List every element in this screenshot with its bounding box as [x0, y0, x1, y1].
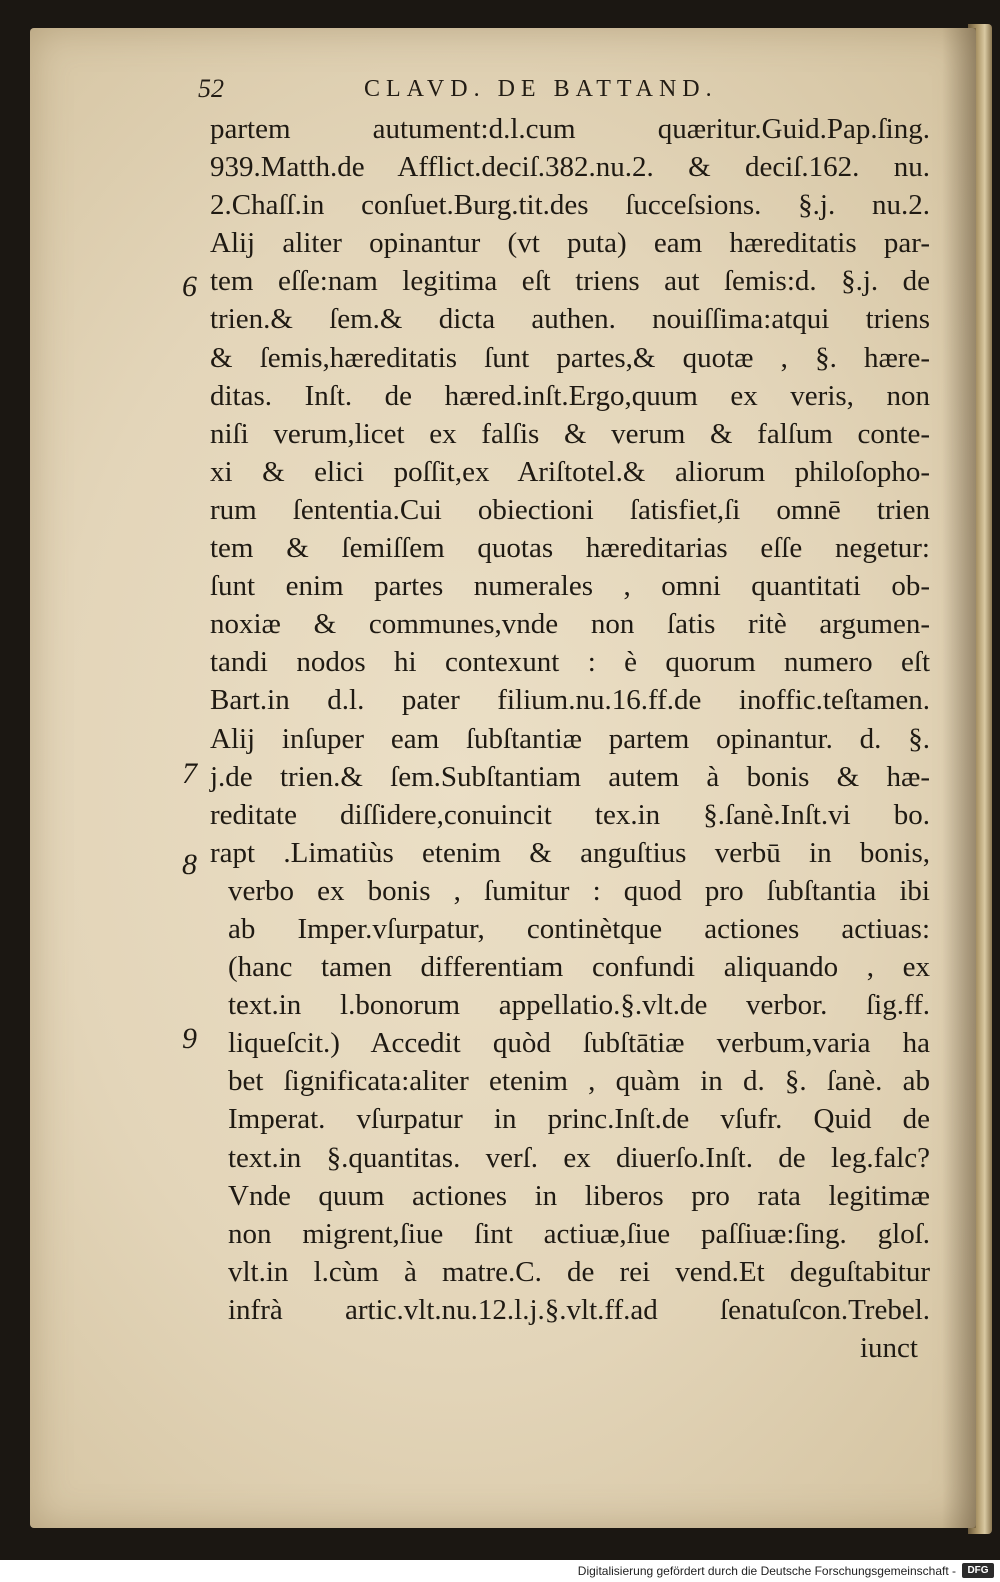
- text-line: vlt.in l.cùm à matre.C. de rei vend.Et deguſtabitur: [228, 1255, 930, 1288]
- text-line: infrà artic.vlt.nu.12.l.j.§.vlt.ff.ad ſenatuſcon.Trebel.: [228, 1293, 930, 1326]
- margin-note-6: 6: [182, 270, 197, 303]
- footer-credit: Digitalisierung gefördert durch die Deutsche Forschungsgemeinschaft -: [577, 1564, 956, 1578]
- text-line: reditate diſſidere,conuincit tex.in §.ſanè.Inſt.vi bo.: [210, 798, 930, 831]
- catchword: iunct: [860, 1332, 918, 1364]
- text-line: noxiæ & communes,vnde non ſatis ritè argumen-: [210, 608, 930, 641]
- text-line: partem autument:d.l.cum quæritur.Guid.Pap.ſing.: [210, 113, 930, 145]
- text-line: (hanc tamen differentiam confundi aliquando , ex: [228, 951, 930, 984]
- text-line: ab Imper.vſurpatur, continètque actiones actiuas:: [228, 912, 930, 945]
- text-line: rum ſententia.Cui obiectioni ſatisfiet,ſi omnē trien: [210, 493, 930, 526]
- text-line: Imperat. vſurpatur in princ.Inſt.de vſufr. Quid de: [228, 1103, 930, 1136]
- text-line: Alij aliter opinantur (vt puta) eam hæreditatis par-: [210, 227, 930, 260]
- text-line: ditas. Inſt. de hæred.inſt.Ergo,quum ex veris, non: [210, 379, 930, 412]
- text-line: ſunt enim partes numerales , omni quantitati ob-: [210, 570, 930, 603]
- text-line: verbo ex bonis , ſumitur : quod pro ſubſtantia ibi: [228, 874, 930, 907]
- text-line: text.in l.bonorum appellatio.§.vlt.de verbor. ſig.ff.: [228, 989, 930, 1022]
- gutter-shadow: [942, 28, 976, 1528]
- text-line: xi & elici poſſit,ex Ariſtotel.& aliorum philoſopho-: [210, 455, 930, 488]
- text-line: Vnde quum actiones in liberos pro rata legitimæ: [228, 1179, 930, 1212]
- margin-note-7: 7: [182, 757, 197, 790]
- text-line: 939.Matth.de Afflict.deciſ.382.nu.2. & deciſ.162. nu.: [210, 151, 930, 184]
- text-line: text.in §.quantitas. verſ. ex diuerſo.Inſt. de leg.falc?: [228, 1141, 930, 1174]
- text-line: Bart.in d.l. pater filium.nu.16.ff.de inoffic.teſtamen.: [210, 684, 930, 717]
- digitization-footer: [0, 1560, 1000, 1582]
- margin-note-8: 8: [182, 848, 197, 881]
- text-line: & ſemis,hæreditatis ſunt partes,& quotæ , §. hære-: [210, 341, 930, 374]
- text-line: tem & ſemiſſem quotas hæreditarias eſſe negetur:: [210, 532, 930, 565]
- text-line: j.de trien.& ſem.Subſtantiam autem à bonis & hæ-: [210, 760, 930, 793]
- text-line: tandi nodos hi contexunt : è quorum numero eſt: [210, 646, 930, 679]
- text-line: rapt .Limatiùs etenim & anguſtius verbū in bonis,: [210, 836, 930, 869]
- text-line: tem eſſe:nam legitima eſt triens aut ſemis:d. §.j. de: [210, 265, 930, 298]
- body-text: [210, 110, 930, 1367]
- running-head: CLAVD. DE BATTAND.: [364, 76, 718, 102]
- page-header: [198, 74, 778, 114]
- text-line: liqueſcit.) Accedit quòd ſubſtātiæ verbum,varia ha: [228, 1027, 930, 1060]
- text-line: non migrent,ſiue ſint actiuæ,ſiue paſſiuæ:ſing. gloſ.: [228, 1217, 930, 1250]
- text-line: bet ſignificata:aliter etenim , quàm in d. §. ſanè. ab: [228, 1065, 930, 1098]
- text-line: Alij inſuper eam ſubſtantiæ partem opinantur. d. §.: [210, 722, 930, 755]
- text-line: trien.& ſem.& dicta authen. nouiſſima:atqui triens: [210, 303, 930, 336]
- dfg-logo: DFG: [962, 1563, 994, 1578]
- page-number: 52: [198, 74, 224, 103]
- margin-note-9: 9: [182, 1022, 197, 1055]
- text-line: niſi verum,licet ex falſis & verum & falſum conte-: [210, 417, 930, 450]
- text-line: 2.Chaſſ.in conſuet.Burg.tit.des ſucceſsions. §.j. nu.2.: [210, 189, 930, 222]
